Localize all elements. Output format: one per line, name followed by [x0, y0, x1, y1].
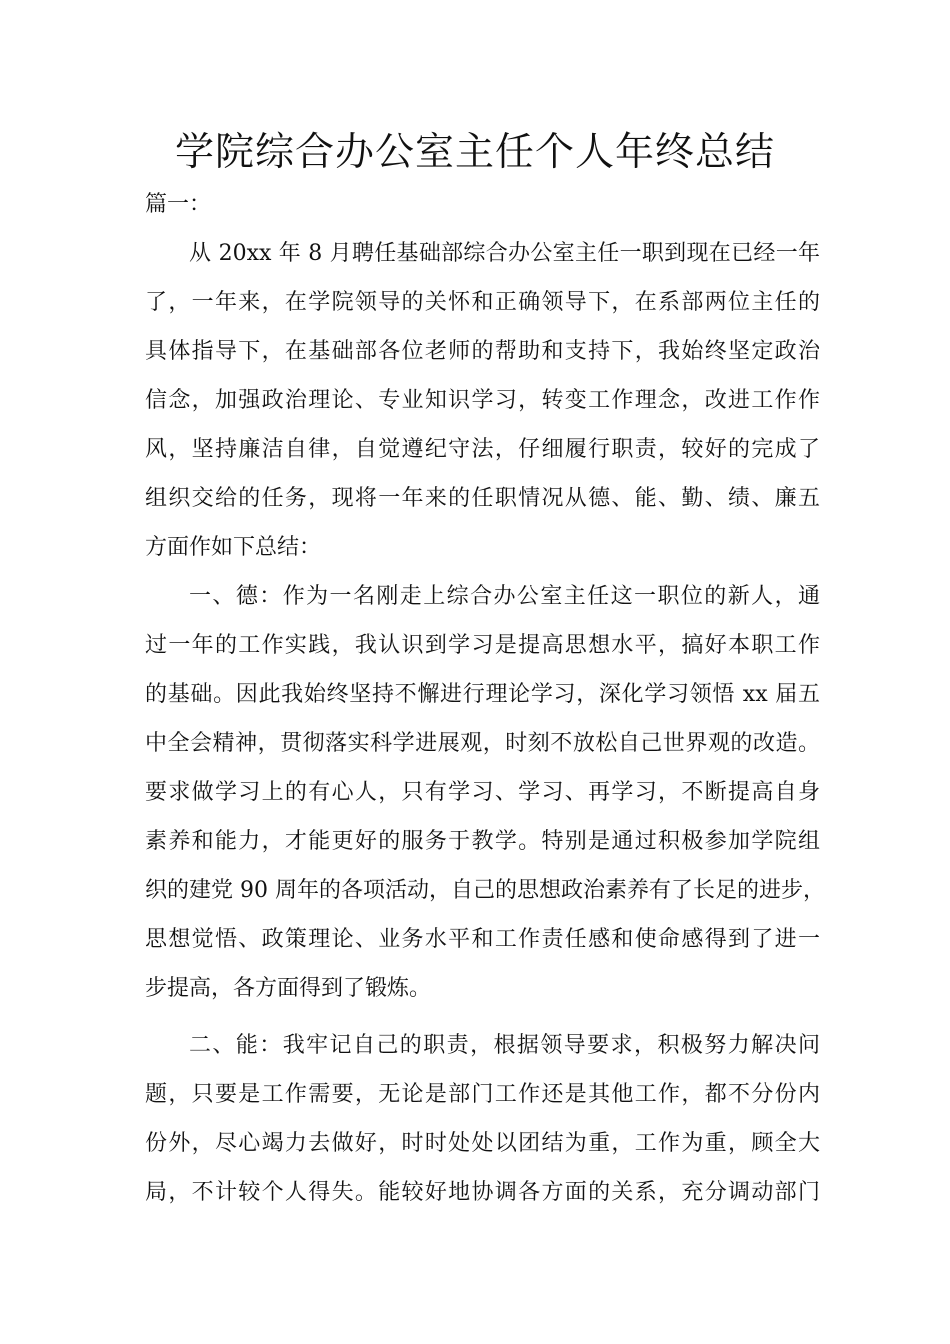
paragraph-line: 方面作如下总结： — [145, 535, 322, 560]
paragraph-line: 二、能：我牢记自己的职责，根据领导要求，积极努力解决问 — [189, 1033, 820, 1058]
paragraph-line: 了，一年来，在学院领导的关怀和正确领导下，在系部两位主任的 — [145, 290, 820, 315]
paragraph-line: 中全会精神，贯彻落实科学进展观，时刻不放松自己世界观的改造。 — [145, 731, 820, 756]
paragraph-line: 要求做学习上的有心人，只有学习、学习、再学习，不断提高自身 — [145, 780, 820, 805]
paragraph-line: 局，不计较个人得失。能较好地协调各方面的关系，充分调动部门 — [145, 1180, 820, 1205]
paragraph-line: 过一年的工作实践，我认识到学习是提高思想水平，搞好本职工作 — [145, 633, 820, 658]
paragraph-line: 一、德：作为一名刚走上综合办公室主任这一职位的新人，通 — [189, 584, 820, 609]
paragraph-line: 组织交给的任务，现将一年来的任职情况从德、能、勤、绩、廉五 — [145, 486, 820, 511]
paragraph-line: 具体指导下，在基础部各位老师的帮助和支持下，我始终坚定政治 — [145, 339, 820, 364]
paragraph-line: 的基础。因此我始终坚持不懈进行理论学习，深化学习领悟 xx 届五 — [145, 682, 820, 707]
document-title: 学院综合办公室主任个人年终总结 — [174, 130, 775, 175]
document-body — [145, 180, 825, 1217]
paragraph-line: 信念，加强政治理论、专业知识学习，转变工作理念，改进工作作 — [145, 388, 820, 413]
paragraph-line: 织的建党 90 周年的各项活动，自己的思想政治素养有了长足的进步， — [145, 878, 825, 903]
paragraph-line: 步提高，各方面得到了锻炼。 — [145, 976, 432, 1001]
paragraph-line: 素养和能力，才能更好的服务于教学。特别是通过积极参加学院组 — [145, 829, 820, 854]
paragraph-line: 份外，尽心竭力去做好，时时处处以团结为重，工作为重，顾全大 — [145, 1131, 820, 1156]
paragraph-line: 风，坚持廉洁自律，自觉遵纪守法，仔细履行职责，较好的完成了 — [145, 437, 820, 462]
section-label: 篇一： — [145, 192, 212, 217]
paragraph-line: 思想觉悟、政策理论、业务水平和工作责任感和使命感得到了进一 — [145, 927, 820, 952]
paragraph-line: 题，只要是工作需要，无论是部门工作还是其他工作，都不分份内 — [145, 1082, 820, 1107]
paragraph-line: 从 20xx 年 8 月聘任基础部综合办公室主任一职到现在已经一年 — [189, 241, 820, 266]
